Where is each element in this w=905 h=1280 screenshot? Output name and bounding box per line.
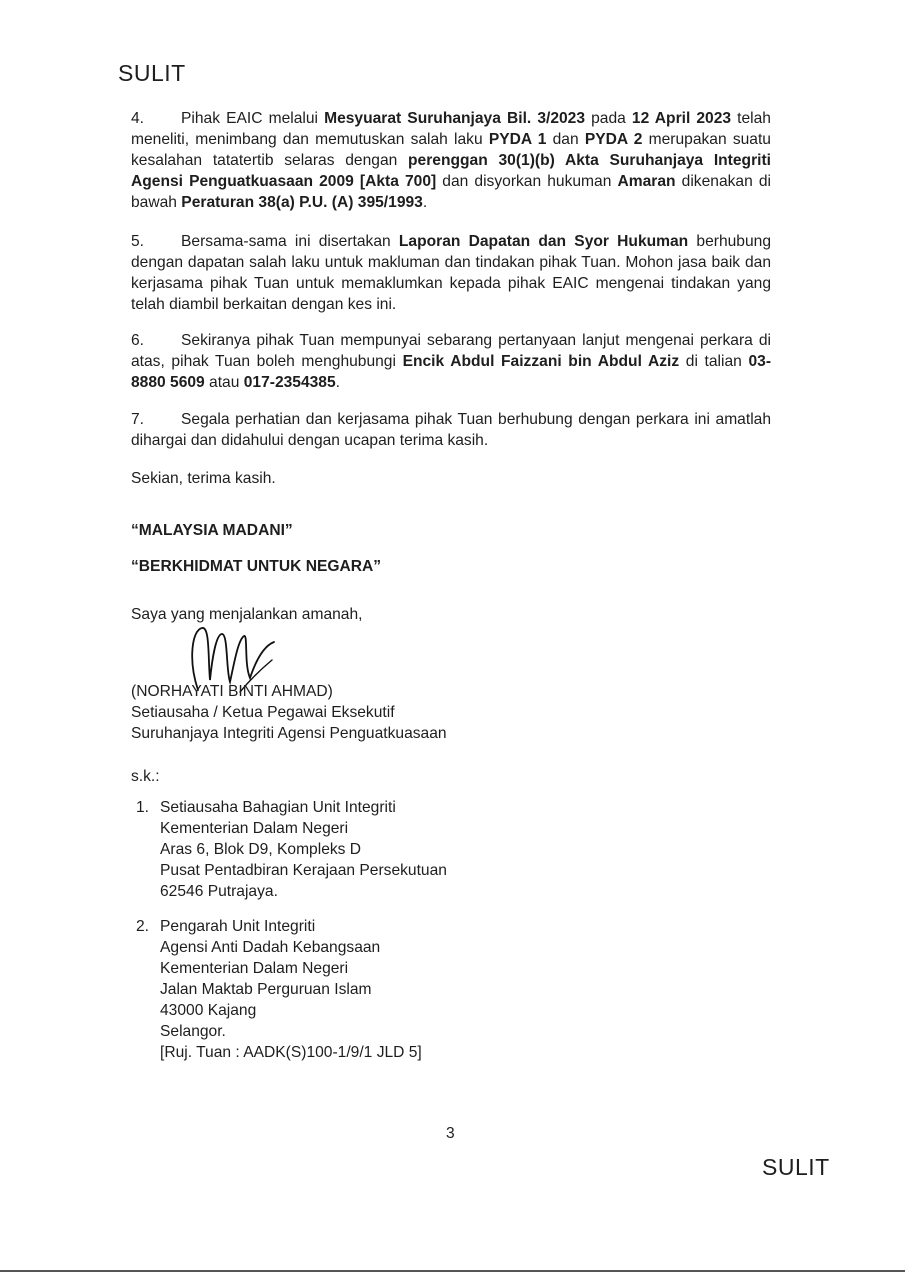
cc-address-line: Kementerian Dalam Negeri xyxy=(160,820,349,837)
paragraph-number: 7. xyxy=(131,411,145,428)
paragraph-text: . xyxy=(335,374,340,391)
paragraph-text: merupakan suatu kesalahan tatatertib selaras dengan xyxy=(131,131,771,169)
classification-header: SULIT xyxy=(118,60,186,86)
mobile-phone: 017-2354385 xyxy=(243,374,336,391)
cc-address-line: Setiausaha Bahagian Unit Integriti xyxy=(160,799,396,816)
paragraph-text: pada xyxy=(585,110,632,127)
penalty: Amaran xyxy=(617,173,676,190)
paragraph-text: dan disyorkan hukuman xyxy=(436,173,618,190)
cc-address-line: 43000 Kajang xyxy=(160,1002,257,1019)
cc-number: 2. xyxy=(136,918,150,935)
paragraph-number: 4. xyxy=(131,110,145,127)
paragraph-text: di talian xyxy=(679,353,749,370)
paragraph-7 xyxy=(131,409,771,451)
trust-line: Saya yang menjalankan amanah, xyxy=(131,606,363,623)
scan-edge-line xyxy=(0,1270,905,1272)
cc-address-line: Selangor. xyxy=(160,1023,226,1040)
page-number: 3 xyxy=(446,1125,455,1142)
meeting-reference: Mesyuarat Suruhanjaya Bil. 3/2023 xyxy=(324,110,586,127)
motto-malaysia-madani: “MALAYSIA MADANI” xyxy=(131,522,293,539)
signer-name: (NORHAYATI BINTI AHMAD) xyxy=(131,683,333,700)
paragraph-text: dan xyxy=(546,131,585,148)
paragraph-text: berhubung dengan dapatan salah laku untuk makluman dan tindakan pihak Tuan. Mohon jasa baik dan kerjasama pihak Tuan untuk memaklumkan kepada pihak EAIC mengenai tindakan yang telah diambil berkaitan dengan kes ini. xyxy=(131,233,771,313)
pyda-2: PYDA 2 xyxy=(584,131,643,148)
cc-address-line: [Ruj. Tuan : AADK(S)100-1/9/1 JLD 5] xyxy=(160,1044,422,1061)
report-title: Laporan Dapatan dan Syor Hukuman xyxy=(398,233,689,250)
cc-address-line: Aras 6, Blok D9, Kompleks D xyxy=(160,841,362,858)
paragraph-6 xyxy=(131,330,771,393)
regulation-reference: Peraturan 38(a) P.U. (A) 395/1993 xyxy=(181,194,423,211)
paragraph-text: Segala perhatian dan kerjasama pihak Tuan berhubung dengan perkara ini amatlah dihargai dan didahului dengan ucapan terima kasih. xyxy=(131,411,771,449)
paragraph-5 xyxy=(131,231,771,315)
cc-address-line: Jalan Maktab Perguruan Islam xyxy=(160,981,372,998)
contact-person: Encik Abdul Faizzani bin Abdul Aziz xyxy=(402,353,680,370)
paragraph-text: Pihak EAIC melalui xyxy=(181,110,325,127)
pyda-1: PYDA 1 xyxy=(488,131,547,148)
act-reference: perenggan 30(1)(b) Akta Suruhanjaya Integriti Agensi Penguatkuasaan 2009 [Akta 700] xyxy=(131,152,771,190)
paragraph-number: 5. xyxy=(131,233,145,250)
cc-address-line: Agensi Anti Dadah Kebangsaan xyxy=(160,939,381,956)
office-phone: 03-8880 5609 xyxy=(131,353,772,391)
paragraph-text: . xyxy=(422,194,428,211)
paragraph-text: telah meneliti, menimbang dan memutuskan salah laku xyxy=(131,110,771,148)
signer-organisation: Suruhanjaya Integriti Agensi Penguatkuasaan xyxy=(131,725,447,742)
paragraph-text: Sekiranya pihak Tuan mempunyai sebarang pertanyaan lanjut mengenai perkara di atas, pihak Tuan boleh menghubungi xyxy=(131,332,771,370)
paragraph-text: Bersama-sama ini disertakan xyxy=(181,233,399,250)
cc-address-line: Pusat Pentadbiran Kerajaan Persekutuan xyxy=(160,862,447,879)
cc-address-line: Pengarah Unit Integriti xyxy=(160,918,316,935)
cc-number: 1. xyxy=(136,799,150,816)
meeting-date: 12 April 2023 xyxy=(631,110,732,127)
signer-title: Setiausaha / Ketua Pegawai Eksekutif xyxy=(131,704,395,721)
closing-line: Sekian, terima kasih. xyxy=(131,470,276,487)
motto-berkhidmat: “BERKHIDMAT UNTUK NEGARA” xyxy=(131,558,382,575)
paragraph-text: dikenakan di bawah xyxy=(131,173,772,211)
paragraph-4 xyxy=(131,108,771,213)
classification-footer: SULIT xyxy=(762,1154,830,1180)
paragraph-number: 6. xyxy=(131,332,145,349)
cc-address-line: 62546 Putrajaya. xyxy=(160,883,278,900)
cc-address-line: Kementerian Dalam Negeri xyxy=(160,960,349,977)
paragraph-text: atau xyxy=(204,374,244,391)
cc-label: s.k.: xyxy=(131,768,160,785)
